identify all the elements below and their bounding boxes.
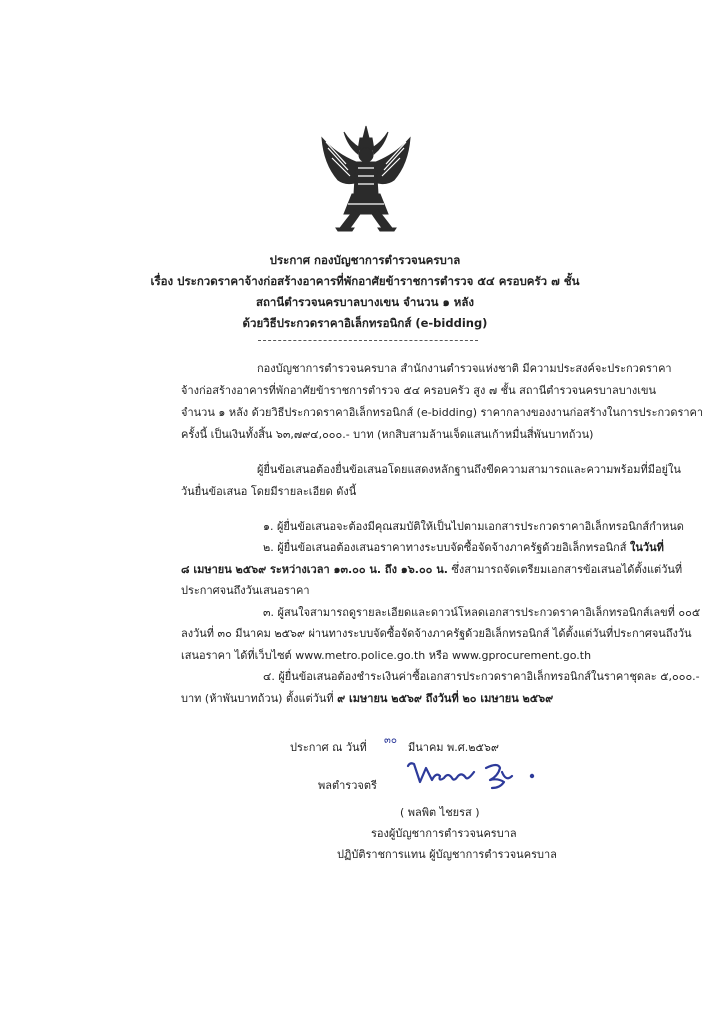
intro-line-3: จำนวน ๑ หลัง ด้วยวิธีประกวดราคาอิเล็กทรอนิกส์ (e-bidding) ราคากลางของงานก่อสร้างในการประกวดราคา	[181, 406, 704, 419]
subject-location: สถานีตำรวจนครบาลบางเขน จำนวน ๑ หลัง	[255, 295, 475, 309]
signer-rank: พลตำรวจตรี	[318, 779, 377, 792]
handwritten-signature	[402, 758, 542, 794]
item-4-line-2	[181, 692, 553, 705]
item-2-line-2	[181, 563, 682, 576]
item-2-text: ๒. ผู้ยื่นข้อเสนอต้องเสนอราคาทางระบบจัดซื้อจัดจ้างภาครัฐด้วยอิเล็กทรอนิกส์	[263, 541, 630, 554]
intro-line-2: จ้างก่อสร้างอาคารที่พักอาศัยข้าราชการตำรวจ ๕๔ ครอบครัว สูง ๗ ชั้น สถานีตำรวจนครบาลบางเขน	[181, 384, 657, 397]
item-3-line-1: ๓. ผู้สนใจสามารถดูรายละเอียดและดาวน์โหลดเอกสารประกวดราคาอิเล็กทรอนิกส์เลขที่ ๐๐๕	[263, 606, 701, 619]
intro-line-4: ครั้งนี้ เป็นเงินทั้งสิ้น ๖๓,๗๙๔,๐๐๐.- บาท (หกสิบสามล้านเจ็ดแสนเก้าหมื่นสี่พันบาทถ้วน)	[181, 428, 594, 441]
intro-line-1: กองบัญชาการตำรวจนครบาล สำนักงานตำรวจแห่งชาติ มีความประสงค์จะประกวดราคา	[257, 362, 672, 375]
item-3-line-2: ลงวันที่ ๓๐ มีนาคม ๒๕๖๙ ผ่านทางระบบจัดซื้อจัดจ้างภาครัฐด้วยอิเล็กทรอนิกส์ ได้ตั้งแต่วันที่ประกาศจนถึงวัน	[181, 627, 692, 640]
item-4-sale-period: ๙ เมษายน ๒๕๖๙ ถึงวันที่ ๒๐ เมษายน ๒๕๖๙	[337, 692, 554, 705]
dashed-divider	[258, 340, 478, 341]
signer-acting: ปฏิบัติราชการแทน ผู้บัญชาการตำรวจนครบาล	[337, 848, 557, 861]
item-3-line-3: เสนอราคา ได้ที่เว็บไซต์ www.metro.police.go.th หรือ www.gprocurement.go.th	[181, 649, 592, 662]
item-4-line-1: ๔. ผู้ยื่นข้อเสนอต้องชำระเงินค่าซื้อเอกสารประกวดราคาอิเล็กทรอนิกส์ในราคาชุดละ ๕,๐๐๐.-	[263, 670, 700, 683]
announce-date-prefix: ประกาศ ณ วันที่	[290, 741, 367, 754]
announcement-title: ประกาศ กองบัญชาการตำรวจนครบาล	[269, 253, 461, 267]
announce-day: ๓๐	[384, 735, 397, 746]
garuda-emblem-icon	[318, 124, 414, 232]
item-2-bid-date: ๘ เมษายน ๒๕๖๙ ระหว่างเวลา ๑๓.๐๐ น. ถึง ๑๖.๐๐ น.	[181, 563, 448, 576]
item-2-prep-text: ซึ่งสามารถจัดเตรียมเอกสารข้อเสนอได้ตั้งแต่วันที่	[447, 563, 683, 576]
subject-line: เรื่อง ประกวดราคาจ้างก่อสร้างอาคารที่พักอาศัยข้าราชการตำรวจ ๕๔ ครอบครัว ๗ ชั้น	[150, 274, 580, 288]
item-2-line-3: ประกาศจนถึงวันเสนอราคา	[181, 584, 310, 597]
item-2-line-1	[263, 541, 664, 554]
requirements-line-1: ผู้ยื่นข้อเสนอต้องยื่นข้อเสนอโดยแสดงหลักฐานถึงขีดความสามารถและความพร้อมที่มีอยู่ใน	[257, 463, 681, 476]
signer-name: ( พลพิต ไชยรส )	[400, 806, 480, 819]
signer-position: รองผู้บัญชาการตำรวจนครบาล	[371, 827, 517, 840]
subject-method: ด้วยวิธีประกวดราคาอิเล็กทรอนิกส์ (e-bidding)	[242, 316, 488, 330]
announce-date-suffix: มีนาคม พ.ศ.๒๕๖๙	[408, 741, 499, 754]
item-1: ๑. ผู้ยื่นข้อเสนอจะต้องมีคุณสมบัติให้เป็นไปตามเอกสารประกวดราคาอิเล็กทรอนิกส์กำหนด	[263, 520, 684, 533]
requirements-line-2: วันยื่นข้อเสนอ โดยมีรายละเอียด ดังนี้	[181, 485, 357, 498]
item-2-date-label: ในวันที่	[630, 541, 664, 554]
item-4-text: บาท (ห้าพันบาทถ้วน) ตั้งแต่วันที่	[181, 692, 338, 705]
